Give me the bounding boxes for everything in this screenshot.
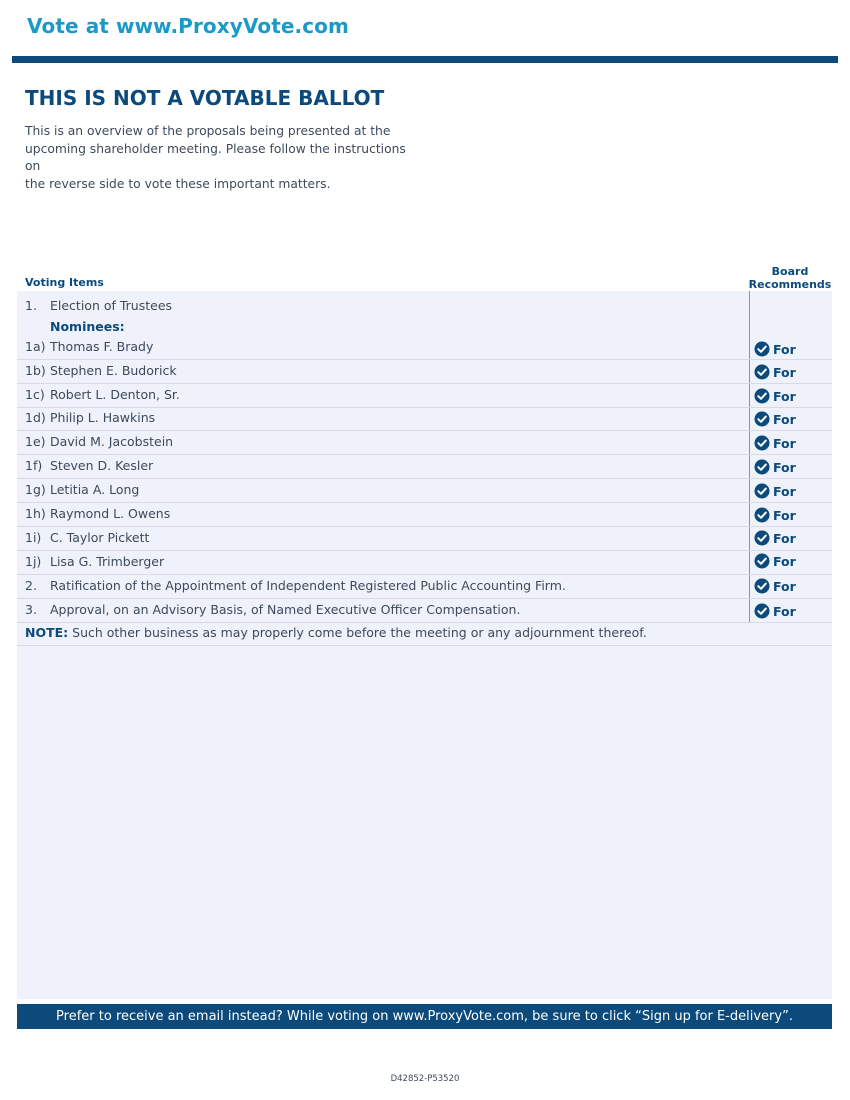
proposal-number: 2.	[25, 578, 37, 593]
nominee-number: 1a)	[25, 339, 46, 354]
nominee-number: 1j)	[25, 554, 42, 569]
check-circle-icon	[754, 483, 770, 499]
nominee-name: Stephen E. Budorick	[50, 363, 177, 378]
recommendation	[754, 364, 796, 380]
proposal-text: Approval, on an Advisory Basis, of Named Executive Officer Compensation.	[50, 602, 521, 617]
page-title: THIS IS NOT A VOTABLE BALLOT	[25, 86, 385, 110]
check-circle-icon	[754, 411, 770, 427]
nominee-number: 1e)	[25, 434, 46, 449]
ballot-table	[17, 291, 832, 999]
check-circle-icon	[754, 553, 770, 569]
nominee-row	[17, 410, 832, 431]
e-delivery-banner: Prefer to receive an email instead? While voting on www.ProxyVote.com, be sure to click “Sign up for E-delivery”.	[17, 1004, 832, 1029]
nominee-name: Thomas F. Brady	[50, 339, 154, 354]
recommendation-label: For	[773, 411, 796, 427]
nominee-row	[17, 482, 832, 503]
item-number: 1.	[25, 298, 37, 313]
recommendation-label: For	[773, 483, 796, 499]
check-circle-icon	[754, 459, 770, 475]
recommendation	[754, 341, 796, 357]
nominee-name: Robert L. Denton, Sr.	[50, 387, 180, 402]
recommendation	[754, 483, 796, 499]
proposal-text: Ratification of the Appointment of Independent Registered Public Accounting Firm.	[50, 578, 566, 593]
recommendation	[754, 435, 796, 451]
recommendation-label: For	[773, 603, 796, 619]
recommendation-label: For	[773, 388, 796, 404]
recommendation-label: For	[773, 578, 796, 594]
check-circle-icon	[754, 364, 770, 380]
nominee-row	[17, 434, 832, 455]
note-body: Such other business as may properly come before the meeting or any adjournment thereof.	[68, 625, 647, 640]
nominees-label: Nominees:	[50, 319, 125, 334]
document-code: D42852-P53520	[390, 1074, 460, 1084]
voting-items-header: Voting Items	[25, 276, 104, 289]
nominees-label-row	[17, 319, 832, 335]
intro-text	[25, 123, 425, 193]
nominee-name: Steven D. Kesler	[50, 458, 154, 473]
vote-url-header: Vote at www.ProxyVote.com	[27, 14, 349, 38]
nominee-name: Lisa G. Trimberger	[50, 554, 165, 569]
nominee-name: C. Taylor Pickett	[50, 530, 150, 545]
nominee-name: Letitia A. Long	[50, 482, 140, 497]
nominee-number: 1g)	[25, 482, 46, 497]
nominee-number: 1f)	[25, 458, 43, 473]
check-circle-icon	[754, 341, 770, 357]
nominee-row	[17, 554, 832, 575]
nominee-name: David M. Jacobstein	[50, 434, 174, 449]
intro-line: upcoming shareholder meeting. Please follow the instructions on	[25, 141, 406, 173]
recommendation	[754, 578, 796, 594]
nominee-number: 1h)	[25, 506, 46, 521]
intro-line: This is an overview of the proposals being presented at the	[25, 124, 391, 138]
note-text	[25, 625, 647, 640]
nominee-row	[17, 387, 832, 408]
nominee-number: 1i)	[25, 530, 42, 545]
recommendation-label: For	[773, 341, 796, 357]
proposal-row	[17, 578, 832, 599]
intro-line: the reverse side to vote these important matters.	[25, 176, 331, 191]
nominee-number: 1b)	[25, 363, 46, 378]
nominee-number: 1c)	[25, 387, 45, 402]
recommendation	[754, 530, 796, 546]
nominee-row	[17, 339, 832, 360]
recommendation-label: For	[773, 553, 796, 569]
recommendation	[754, 388, 796, 404]
nominee-row	[17, 506, 832, 527]
nominee-name: Raymond L. Owens	[50, 506, 171, 521]
recommendation-label: For	[773, 530, 796, 546]
check-circle-icon	[754, 530, 770, 546]
nominee-row	[17, 530, 832, 551]
note-label: NOTE:	[25, 625, 69, 640]
nominee-number: 1d)	[25, 410, 46, 425]
board-recommends-header	[748, 265, 832, 291]
nominee-name: Philip L. Hawkins	[50, 410, 156, 425]
recommendation	[754, 507, 796, 523]
nominee-row	[17, 363, 832, 384]
check-circle-icon	[754, 435, 770, 451]
recommendation	[754, 603, 796, 619]
recommendation-label: For	[773, 435, 796, 451]
proposal-row	[17, 602, 832, 623]
check-circle-icon	[754, 603, 770, 619]
board-header-line: Recommends	[748, 278, 832, 291]
recommendation-label: For	[773, 507, 796, 523]
check-circle-icon	[754, 388, 770, 404]
check-circle-icon	[754, 578, 770, 594]
recommendation	[754, 553, 796, 569]
recommendation	[754, 411, 796, 427]
nominee-row	[17, 458, 832, 479]
note-row	[17, 625, 832, 646]
item-row-election	[17, 298, 832, 314]
item-label: Election of Trustees	[50, 298, 173, 313]
top-rule	[12, 56, 838, 63]
check-circle-icon	[754, 507, 770, 523]
board-header-line: Board	[771, 265, 809, 278]
recommendation-label: For	[773, 364, 796, 380]
recommendation	[754, 459, 796, 475]
proposal-number: 3.	[25, 602, 37, 617]
recommendation-label: For	[773, 459, 796, 475]
